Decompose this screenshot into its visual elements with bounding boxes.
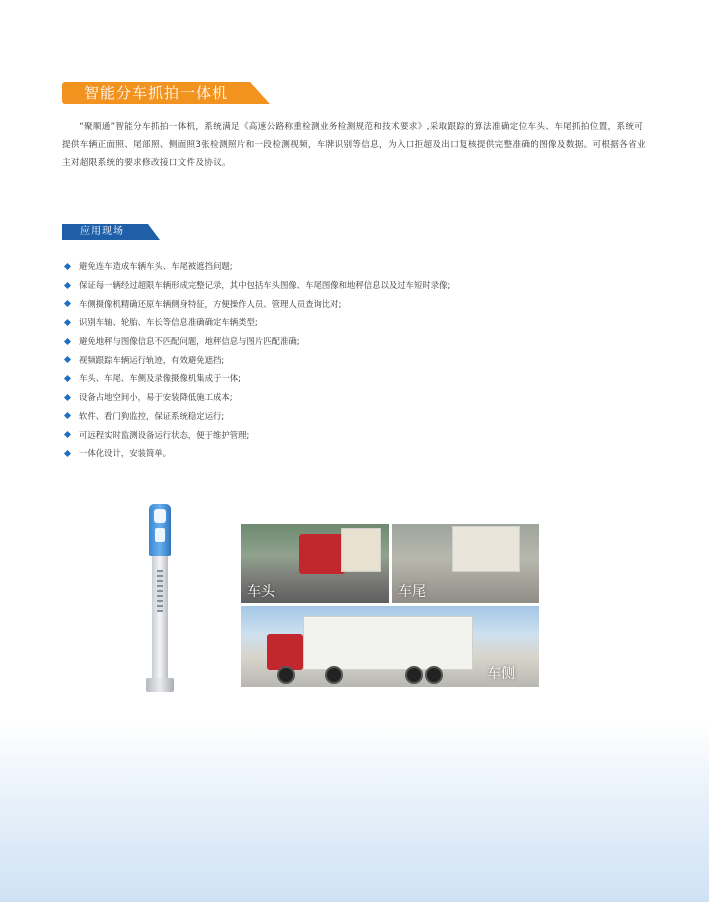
camera-lens-icon <box>154 509 166 523</box>
bullet-icon <box>64 394 71 401</box>
rear-photo <box>392 524 539 603</box>
bullet-icon <box>64 281 71 288</box>
bullet-icon <box>64 412 71 419</box>
capture-device-image <box>140 500 180 700</box>
intro-paragraph: “聚顺通”智能分车抓拍一体机，系统满足《高速公路称重检测业务检测规范和技术要求》,采取跟踪的算法准确定位车头、车尾抓拍位置，系统可提供车辆正面照、尾部照、侧面照3张检测照片和一段检测视频，车牌识别等信息，为入口拒超及出口复核提供完整准确的图像及数据。可根据各省业主对超限系统的要求修改接口文件及协议。 <box>62 122 646 168</box>
camera-lens-icon <box>155 528 165 542</box>
list-item: 一体化设计，安装简单。 <box>62 444 450 463</box>
list-item: 避免地秤与图像信息不匹配问题，地秤信息与图片匹配准确; <box>62 332 450 351</box>
list-item: 设备占地空间小，易于安装降低施工成本; <box>62 388 450 407</box>
bullet-icon <box>64 450 71 457</box>
list-item: 保证每一辆经过超限车辆形成完整记录，其中包括车头图像、车尾图像和地秤信息以及过车短时录像; <box>62 276 450 295</box>
wheel <box>405 666 423 684</box>
rear-label: 车尾 <box>398 584 426 600</box>
list-item: 软件、看门狗监控，保证系统稳定运行; <box>62 407 450 426</box>
bullet-icon <box>64 319 71 326</box>
front-photo <box>241 524 389 603</box>
page-title: 智能分车抓拍一体机 <box>84 84 229 102</box>
feature-list <box>62 257 450 463</box>
list-item: 车头、车尾、车侧及录像摄像机集成于一体; <box>62 369 450 388</box>
bullet-icon <box>64 338 71 345</box>
truck-cargo <box>341 528 381 572</box>
list-item: 可远程实时监测设备运行状态，便于维护管理; <box>62 425 450 444</box>
list-item: 视频跟踪车辆运行轨迹，有效避免遮挡; <box>62 350 450 369</box>
wheel <box>277 666 295 684</box>
front-label: 车头 <box>247 584 275 600</box>
side-photo <box>241 606 539 687</box>
truck-cab <box>267 634 303 670</box>
bullet-icon <box>64 375 71 382</box>
wheel <box>425 666 443 684</box>
bullet-icon <box>64 263 71 270</box>
section-title: 应用现场 <box>80 226 124 237</box>
wheel <box>325 666 343 684</box>
pole-base <box>146 678 174 692</box>
bullet-icon <box>64 356 71 363</box>
truck-cargo <box>303 616 473 670</box>
bullet-icon <box>64 300 71 307</box>
list-item: 车侧摄像机精确还原车辆侧身特征，方便操作人员、管理人员查询比对; <box>62 294 450 313</box>
list-item: 识别车轴、轮胎、车长等信息准确确定车辆类型; <box>62 313 450 332</box>
list-item: 避免连车造成车辆车头、车尾被遮挡问题; <box>62 257 450 276</box>
truck-cab <box>299 534 345 574</box>
pole-vent <box>157 570 163 612</box>
bullet-icon <box>64 431 71 438</box>
truck-cargo <box>452 526 520 572</box>
side-label: 车侧 <box>487 666 515 682</box>
